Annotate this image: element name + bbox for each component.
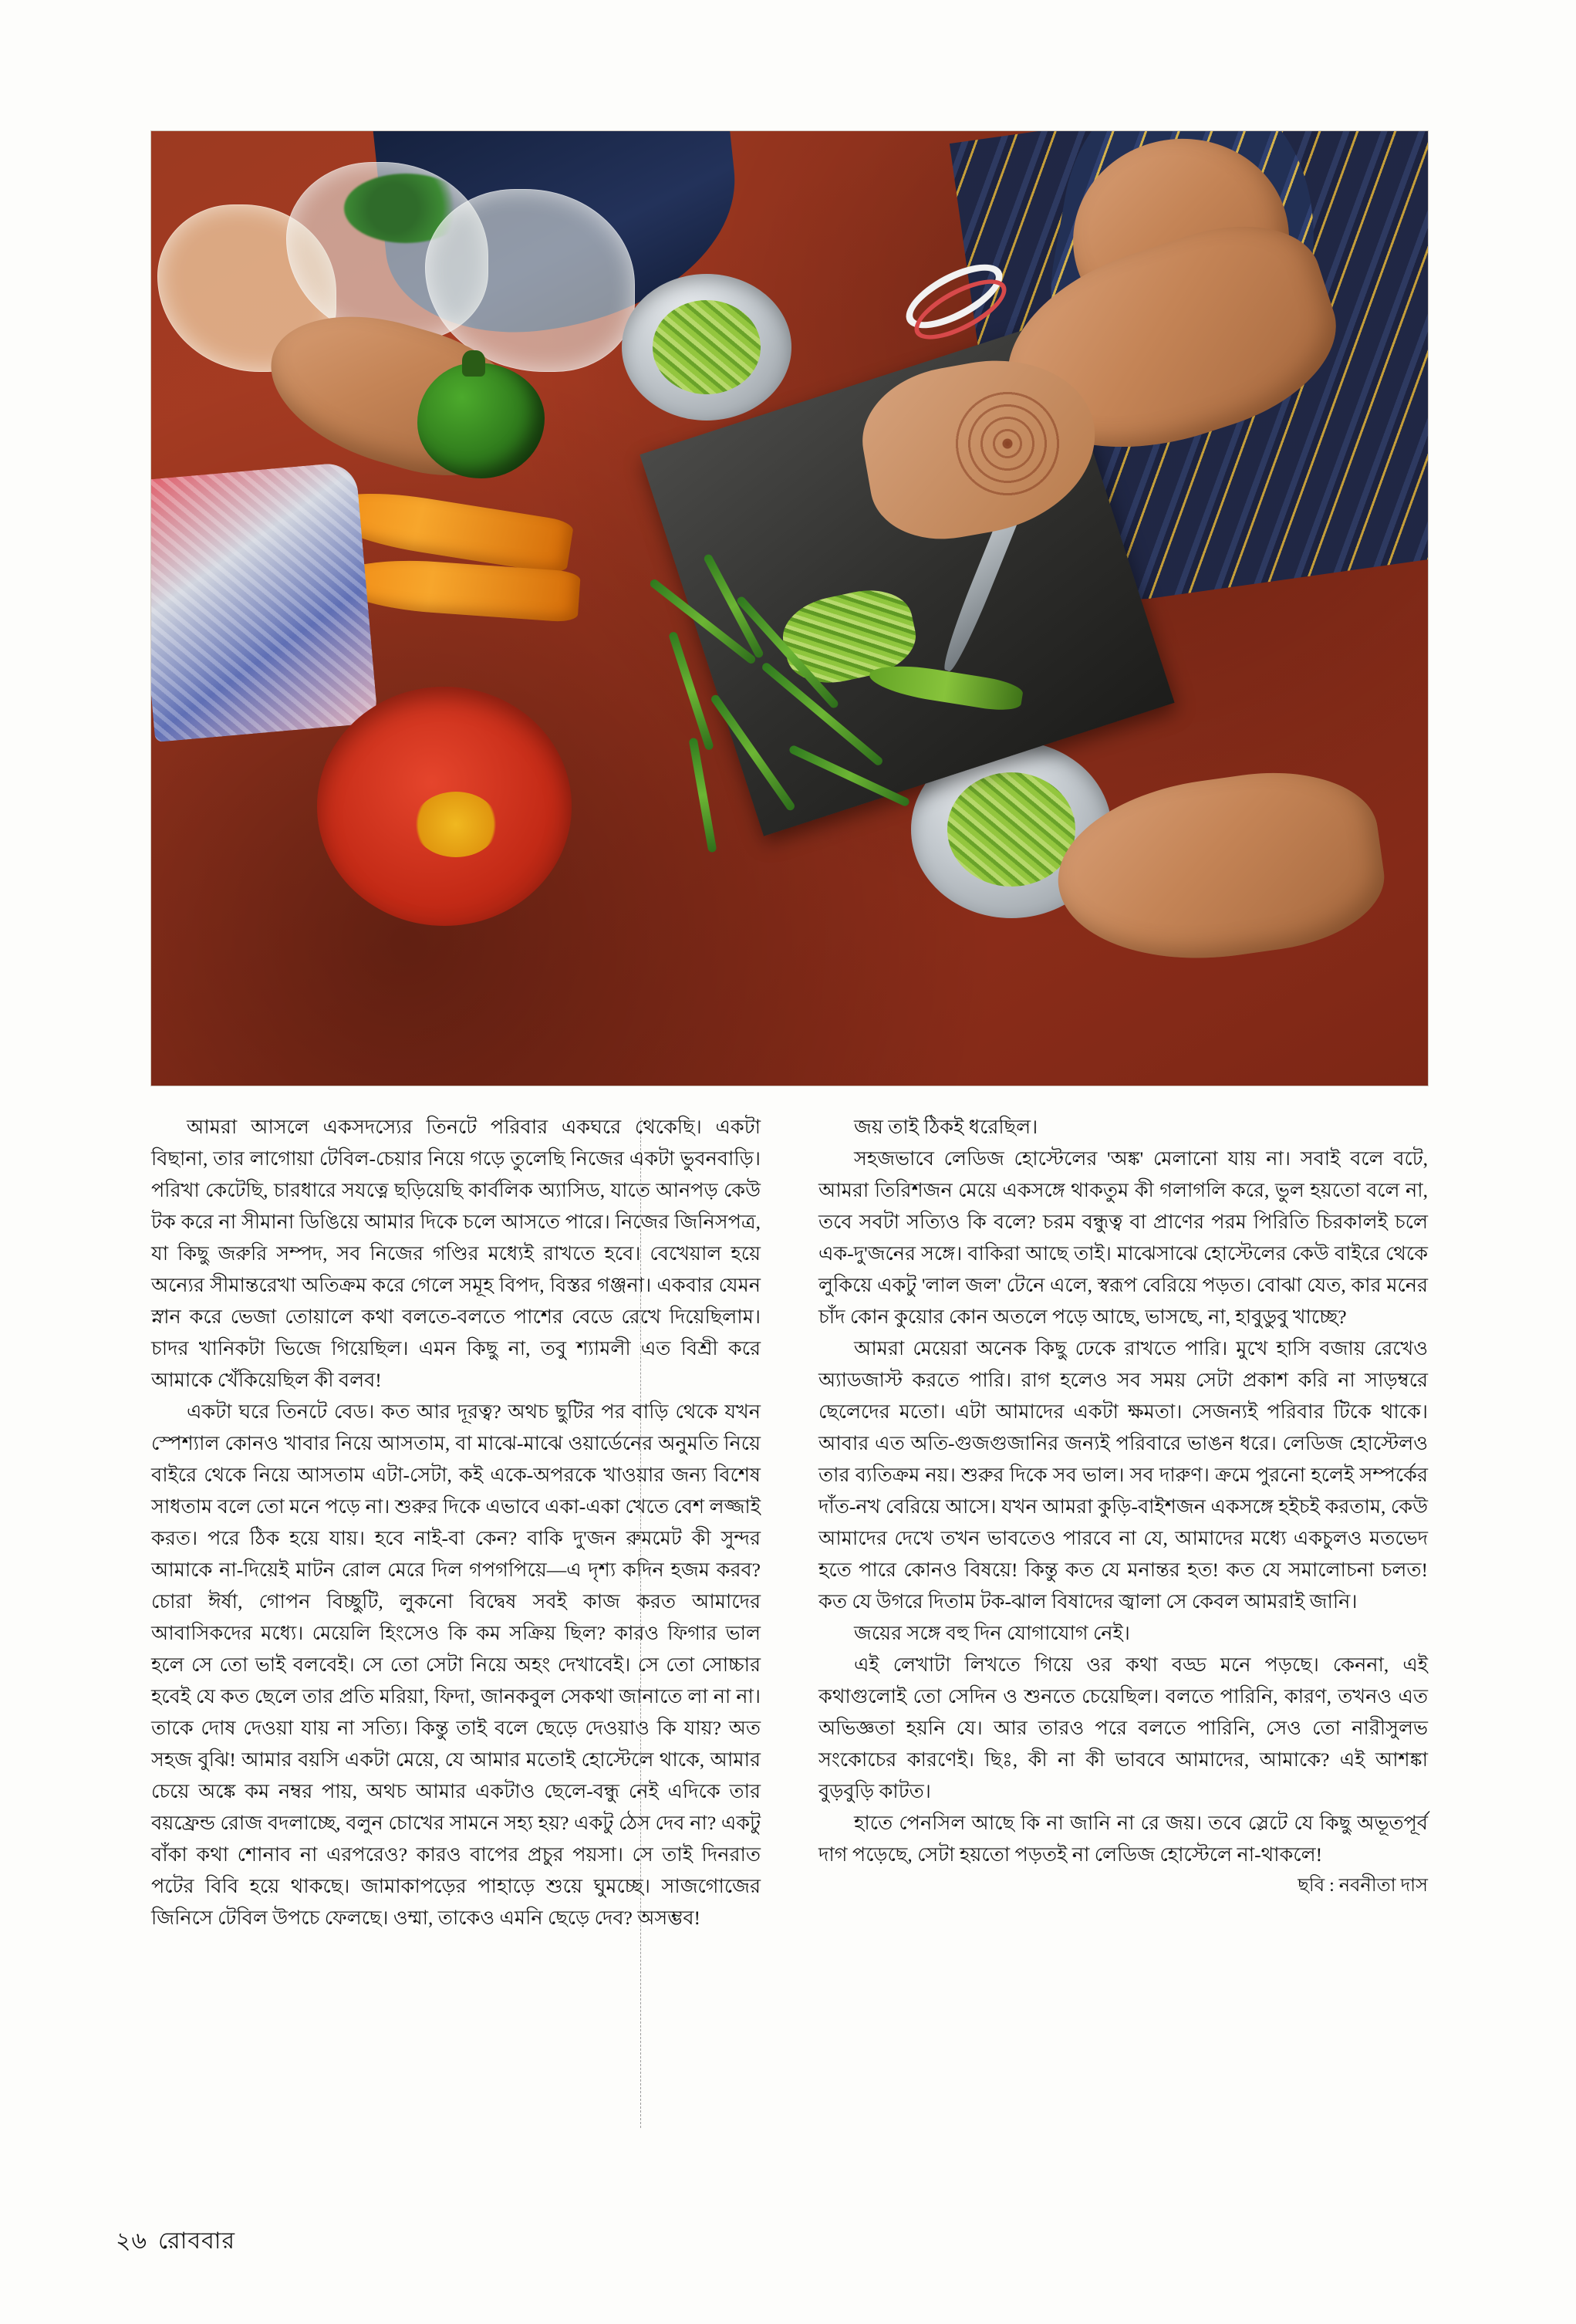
paragraph: জয়ের সঙ্গে বহু দিন যোগাযোগ নেই। xyxy=(854,1622,1130,1644)
bean xyxy=(710,694,796,812)
capsicum-vegetable xyxy=(417,363,545,478)
bean xyxy=(735,595,839,710)
right-column xyxy=(818,1111,1428,1902)
beans-cluster xyxy=(629,594,938,864)
photo-credit: ছবি : নবনীতা দাস xyxy=(1298,1876,1428,1896)
paragraph: হাতে পেনসিল আছে কি না জানি না রে জয়। তবে স্লেটে যে কিছু অভূতপূর্ব দাগ পড়েছে, সেটা হয়তো পড়তই না লেডিজ হোস্টেলে না-থাকলে! xyxy=(818,1812,1428,1866)
folio-number: ২৬ xyxy=(116,2228,148,2254)
paragraph: আমরা আসলে একসদস্যের তিনটে পরিবার একঘরে থেকেছি। একটা বিছানা, তার লাগোয়া টেবিল-চেয়ার নিয়ে গড়ে তুলেছি নিজের একটা ভুবনবাড়ি। পরিখা কেটেছি, চারধারে সযত্নে ছড়িয়েছি কার্বলিক অ্যাসিড, যাতে আনপড় কেউ টক করে না সীমানা ডিঙিয়ে আমার দিকে চলে আসতে পারে। নিজের জিনিসপত্র, যা কিছু জরুরি সম্পদ, সব নিজের গণ্ডির মধ্যেই রাখতে হবে। বেখেয়াল হয়ে অন্যের সীমান্তরেখা অতিক্রম করে গেলে সমূহ বিপদ, বিস্তর গঞ্জনা। একবার যেমন স্নান করে ভেজা তোয়ালে কথা বলতে-বলতে পাশের বেডে রেখে দিয়েছিলাম। চাদর খানিকটা ভিজে গিয়েছিল। এমন কিছু না, তবু শ্যামলী এত বিশ্রী করে আমাকে খেঁকিয়েছিল কী বলব! xyxy=(151,1116,761,1391)
bean xyxy=(788,745,911,808)
left-column xyxy=(151,1111,761,1934)
photo-background xyxy=(151,131,1428,1086)
mehendi-pattern xyxy=(950,386,1065,502)
paragraph: সহজভাবে লেডিজ হোস্টেলের 'অঙ্ক' মেলানো যায় না। সবাই বলে বটে, আমরা তিরিশজন মেয়ে একসঙ্গে থাকতুম কী গলাগলি করে, ভুল হয়তো বলে না, তবে সবটা সত্যিও কি বলে? চরম বন্ধুত্ব বা প্রাণের পরম পিরিতি চিরকালই চলে এক-দু'জনের সঙ্গে। বাকিরা আছে তাই। মাঝেসাঝে হোস্টেলের কেউ বাইরে থেকে লুকিয়ে একটু 'লাল জল' টেনে এলে, স্বরূপ বেরিয়ে পড়ত। বোঝা যেত, কার মনের চাঁদ কোন কুয়োর কোন অতলে পড়ে আছে, ভাসছে, না, হাবুডুবু খাচ্ছে? xyxy=(818,1147,1428,1328)
paragraph: একটা ঘরে তিনটে বেড। কত আর দূরত্ব? অথচ ছুটির পর বাড়ি থেকে যখন স্পেশ্যাল কোনও খাবার নিয়ে আসতাম, বা মাঝে-মাঝে ওয়ার্ডেনের অনুমতি নিয়ে বাইরে থেকে নিয়ে আসতাম এটা-সেটা, কই একে-অপরকে খাওয়ার জন্য বিশেষ সাধতাম বলে তো মনে পড়ে না। শুরুর দিকে এভাবে একা-একা খেতে বেশ লজ্জাই করত। পরে ঠিক হয়ে যায়। হবে নাই-বা কেন? বাকি দু'জন রুমমেট কী সুন্দর আমাকে না-দিয়েই মাটন রোল মেরে দিল গপগপিয়ে—এ দৃশ্য কদিন হজম করব? চোরা ঈর্ষা, গোপন বিচ্ছুটি, লুকনো বিদ্বেষ সবই কাজ করত আমাদের আবাসিকদের মধ্যে। মেয়েলি হিংসেও কি কম সক্রিয় ছিল? কারও ফিগার ভাল হলে সে তো ভাই বলবেই। সে তো সেটা নিয়ে অহং দেখাবেই। সে তো সোচ্চার হবেই যে কত ছেলে তার প্রতি মরিয়া, ফিদা, জানকবুল সেকথা জানাতে লা না না। তাকে দোষ দেওয়া যায় না সত্যি। কিন্তু তাই বলে ছেড়ে দেওয়াও কি যায়? অত সহজ বুঝি! আমার বয়সি একটা মেয়ে, যে আমার মতোই হোস্টেলে থাকে, আমার চেয়ে অঙ্কে কম নম্বর পায়, অথচ আমার একটাও ছেলে-বন্ধু নেই এদিকে তার বয়ফ্রেন্ড রোজ বদলাচ্ছে, বলুন চোখের সামনে সহ্য হয়? একটু ঠেস দেব না? একটু বাঁকা কথা শোনাব না এরপরেও? কারও বাপের প্রচুর পয়সা। সে তাই দিনরাত পটের বিবি হয়ে থাকছে। জামাকাপড়ের পাহাড়ে শুয়ে ঘুমচ্ছে। সাজগোজের জিনিসে টেবিল উপচে ফেলছে। ওম্মা, তাকেও এমনি ছেড়ে দেব? অসম্ভব! xyxy=(151,1400,761,1929)
red-bowl xyxy=(317,687,572,926)
paragraph: এই লেখাটা লিখতে গিয়ে ওর কথা বড্ড মনে পড়ছে। কেননা, এই কথাগুলোই তো সেদিন ও শুনতে চেয়েছিল। বলতে পারিনি, কারণ, তখনও এত অভিজ্ঞতা হয়নি যে। আর তারও পরে বলতে পারিনি, সেও তো নারীসুলভ সংকোচের কারণেই। ছিঃ, কী না কী ভাববে আমাদের, আমাকে? এই আশঙ্কা বুড়বুড়ি কাটত। xyxy=(818,1653,1428,1802)
page-folio xyxy=(116,2222,235,2262)
article-body xyxy=(151,1111,1428,2191)
bean xyxy=(668,631,714,752)
publication-name: রোববার xyxy=(158,2228,235,2254)
chopped-chilies-top xyxy=(653,300,761,394)
paragraph: আমরা মেয়েরা অনেক কিছু ঢেকে রাখতে পারি। মুখে হাসি বজায় রেখেও অ্যাডজাস্ট করতে পারি। রাগ হলেও সব সময় সেটা প্রকাশ করি না সাড়ম্বরে ছেলেদের মতো। এটা আমাদের একটা ক্ষমতা। সেজন্যই পরিবার টিকে থাকে। আবার এত অতি-গুজগুজানির জন্যই পরিবারে ভাঙন ধরে। লেডিজ হোস্টেলও তার ব্যতিক্রম নয়। শুরুর দিকে সব ভাল। সব দারুণ। ক্রমে পুরনো হলেই সম্পর্কের দাঁত-নখ বেরিয়ে আসে। যখন আমরা কুড়ি-বাইশজন একসঙ্গে হইচই করতাম, কেউ আমাদের দেখে তখন ভাবতেও পারবে না যে, আমাদের মধ্যে একচুলও মতভেদ হতে পারে কোনও বিষয়ে! কিন্তু কত যে মনান্তর হত! কত যে সমালোচনা চলত! কত যে উগরে দিতাম টক-ঝাল বিষাদের জ্বালা সে কেবল আমরাই জানি। xyxy=(818,1337,1428,1613)
article-photo xyxy=(151,131,1428,1086)
bean xyxy=(689,738,717,853)
paragraph: জয় তাই ঠিকই ধরেছিল। xyxy=(854,1116,1038,1138)
steel-bowl-top xyxy=(622,274,791,421)
printed-cloth xyxy=(151,461,378,742)
chopped-chilies-bottom xyxy=(947,772,1075,886)
bean xyxy=(761,661,884,767)
